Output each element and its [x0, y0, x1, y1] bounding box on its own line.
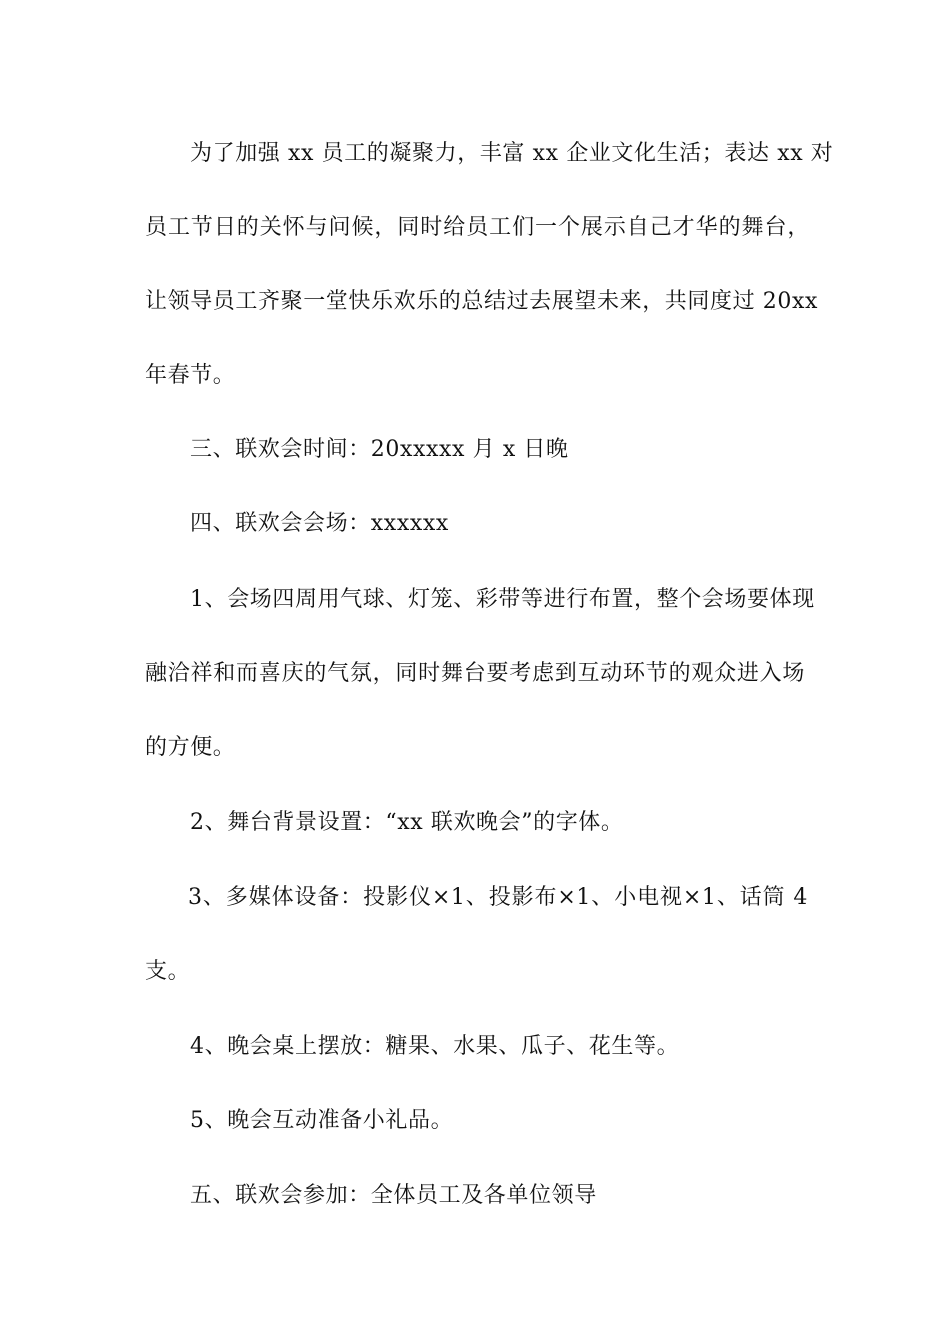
intro-paragraph-line-3: 让领导员工齐聚一堂快乐欢乐的总结过去展望未来，共同度过 20xx	[145, 289, 819, 314]
item-2-text: 2、舞台背景设置：“xx 联欢晚会”的字体。	[190, 810, 624, 835]
item-3-line-2: 支。	[145, 959, 191, 984]
item-1-line-3: 的方便。	[145, 735, 236, 760]
item-3-line-1: 3、多媒体设备：投影仪×1、投影布×1、小电视×1、话筒 4	[188, 885, 808, 910]
item-1-line-1: 1、会场四周用气球、灯笼、彩带等进行布置，整个会场要体现	[190, 587, 815, 612]
item-4-text: 4、晚会桌上摆放：糖果、水果、瓜子、花生等。	[190, 1034, 680, 1059]
section-time-heading: 三、联欢会时间：20xxxxx 月 x 日晚	[190, 437, 569, 462]
item-1-line-2: 融洽祥和而喜庆的气氛，同时舞台要考虑到互动环节的观众进入场	[145, 661, 805, 686]
intro-paragraph-line-2: 员工节日的关怀与问候，同时给员工们一个展示自己才华的舞台，	[145, 215, 810, 240]
intro-paragraph-line-1: 为了加强 xx 员工的凝聚力，丰富 xx 企业文化生活；表达 xx 对	[190, 141, 834, 166]
section-venue-heading: 四、联欢会会场：xxxxxx	[190, 511, 449, 536]
intro-paragraph-line-4: 年春节。	[145, 363, 236, 388]
item-5-text: 5、晚会互动准备小礼品。	[190, 1108, 454, 1133]
section-participants-heading: 五、联欢会参加：全体员工及各单位领导	[190, 1183, 597, 1208]
